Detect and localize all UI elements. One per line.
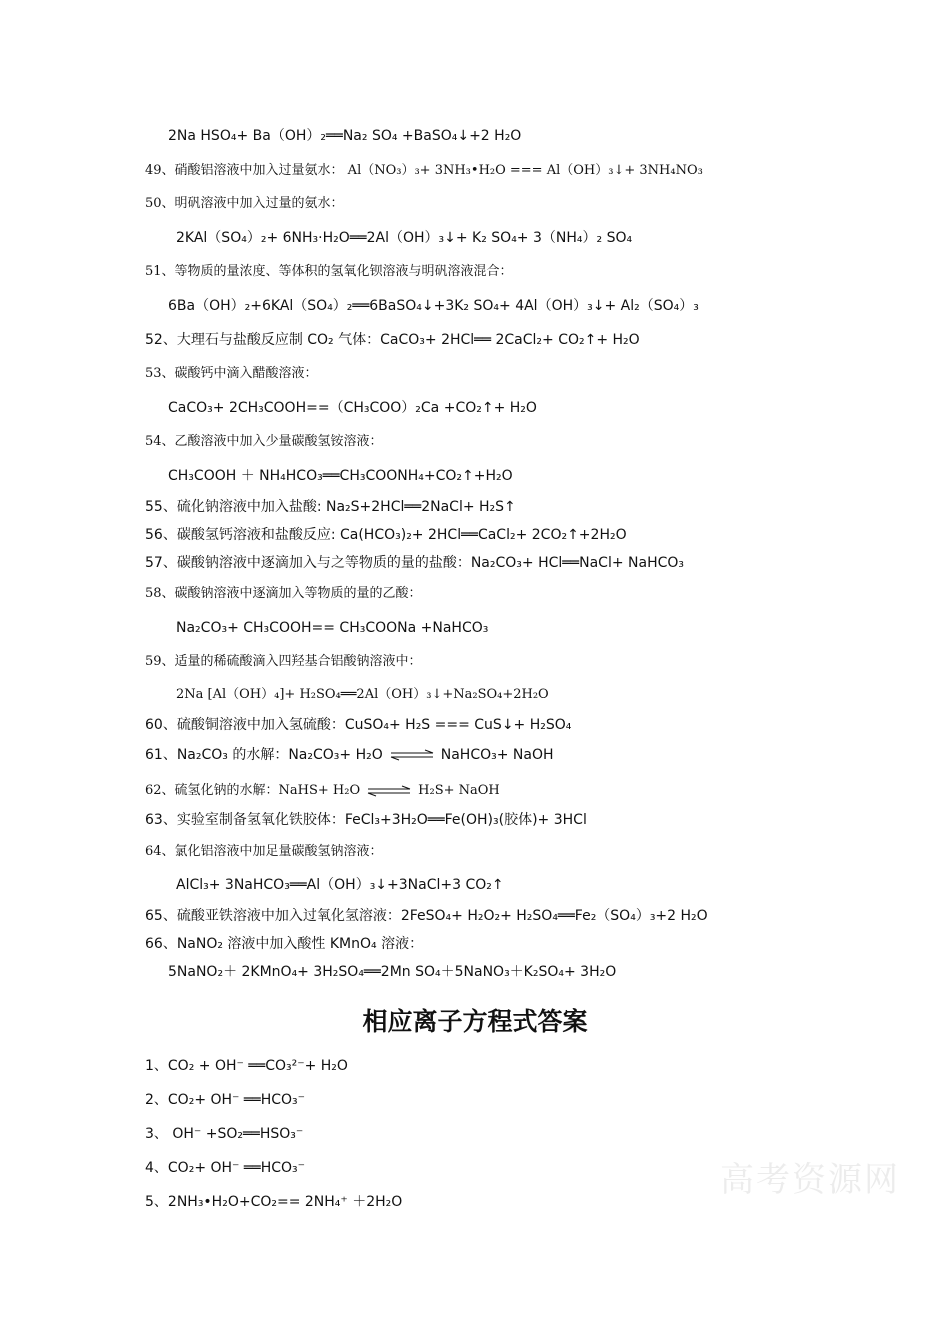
equation-58: Na₂CO₃+ CH₃COOH== CH₃COONa +NaHCO₃ (176, 620, 489, 636)
hydrolysis-products: NaHCO₃+ NaOH (440, 747, 554, 763)
equation-59: 2Na [Al（OH）₄]+ H₂SO₄══2Al（OH）₃↓+Na₂SO₄+2H₂O (176, 687, 549, 702)
question-57: 57、碳酸钠溶液中逐滴加入与之等物质的量的盐酸：Na₂CO₃+ HCl══NaCl+ NaHCO₃ (145, 555, 684, 571)
question-56: 56、碳酸氢钙溶液和盐酸反应: Ca(HCO₃)₂+ 2HCl══CaCl₂+ 2CO₂↑+2H₂O (145, 527, 627, 543)
hydrolysis-reactants: 62、硫氢化钠的水解：NaHS+ H₂O (145, 783, 361, 798)
hydrolysis-products: H₂S+ NaOH (418, 783, 500, 798)
equation-66: 5NaNO₂＋ 2KMnO₄+ 3H₂SO₄══2Mn SO₄＋5NaNO₃＋K₂SO₄+ 3H₂O (168, 964, 617, 980)
answers-title: 相应离子方程式答案 (362, 1007, 588, 1036)
equation-50: 2KAl（SO₄）₂+ 6NH₃·H₂O══2Al（OH）₃↓+ K₂ SO₄+ 3（NH₄）₂ SO₄ (176, 230, 633, 246)
equation-53: CaCO₃+ 2CH₃COOH==（CH₃COO）₂Ca +CO₂↑+ H₂O (168, 400, 537, 416)
question-60: 60、硫酸铜溶液中加入氢硫酸：CuSO₄+ H₂S === CuS↓+ H₂SO₄ (145, 717, 572, 733)
equilibrium-arrow-icon (366, 785, 412, 797)
watermark: 高考资源网 (720, 1160, 900, 1200)
equation-51: 6Ba（OH）₂+6KAl（SO₄）₂══6BaSO₄↓+3K₂ SO₄+ 4Al（OH）₃↓+ Al₂（SO₄）₃ (168, 298, 699, 314)
question-51: 51、等物质的量浓度、等体积的氢氧化钡溶液与明矾溶液混合： (145, 264, 513, 279)
answer-1: 1、CO₂ + OH⁻ ══CO₃²⁻+ H₂O (145, 1058, 348, 1074)
equilibrium-arrow-icon (389, 749, 435, 761)
answer-5: 5、2NH₃•H₂O+CO₂== 2NH₄⁺ ＋2H₂O (145, 1194, 403, 1210)
question-55: 55、硫化钠溶液中加入盐酸: Na₂S+2HCl══2NaCl+ H₂S↑ (145, 499, 516, 515)
question-61 (145, 746, 554, 764)
question-64: 64、氯化铝溶液中加足量碳酸氢钠溶液： (145, 844, 383, 859)
equation-line: 2Na HSO₄+ Ba（OH）₂══Na₂ SO₄ +BaSO₄↓+2 H₂O (168, 128, 522, 144)
question-50: 50、明矾溶液中加入过量的氨水： (145, 196, 344, 211)
question-54: 54、乙酸溶液中加入少量碳酸氢铵溶液： (145, 434, 383, 449)
question-49: 49、硝酸铝溶液中加入过量氨水： Al（NO₃）₃+ 3NH₃•H₂O === Al（OH）₃↓+ 3NH₄NO₃ (145, 163, 703, 178)
question-58: 58、碳酸钠溶液中逐滴加入等物质的量的乙酸： (145, 586, 422, 601)
question-52: 52、大理石与盐酸反应制 CO₂ 气体：CaCO₃+ 2HCl══ 2CaCl₂+ CO₂↑+ H₂O (145, 332, 640, 348)
answer-2: 2、CO₂+ OH⁻ ══HCO₃⁻ (145, 1092, 306, 1108)
equation-64: AlCl₃+ 3NaHCO₃══Al（OH）₃↓+3NaCl+3 CO₂↑ (176, 877, 504, 893)
question-59: 59、适量的稀硫酸滴入四羟基合铝酸钠溶液中： (145, 654, 422, 669)
question-53: 53、碳酸钙中滴入醋酸溶液： (145, 366, 318, 381)
hydrolysis-reactants: 61、Na₂CO₃ 的水解：Na₂CO₃+ H₂O (145, 747, 383, 763)
question-62 (145, 782, 500, 800)
answer-3: 3、 OH⁻ +SO₂══HSO₃⁻ (145, 1126, 304, 1142)
question-63: 63、实验室制备氢氧化铁胶体：FeCl₃+3H₂O══Fe(OH)₃(胶体)+ 3HCl (145, 812, 587, 828)
equation-54: CH₃COOH ＋ NH₄HCO₃══CH₃COONH₄+CO₂↑+H₂O (168, 468, 513, 484)
question-65: 65、硫酸亚铁溶液中加入过氧化氢溶液：2FeSO₄+ H₂O₂+ H₂SO₄══Fe₂（SO₄）₃+2 H₂O (145, 908, 708, 924)
question-66: 66、NaNO₂ 溶液中加入酸性 KMnO₄ 溶液： (145, 936, 424, 952)
answer-4: 4、CO₂+ OH⁻ ══HCO₃⁻ (145, 1160, 306, 1176)
